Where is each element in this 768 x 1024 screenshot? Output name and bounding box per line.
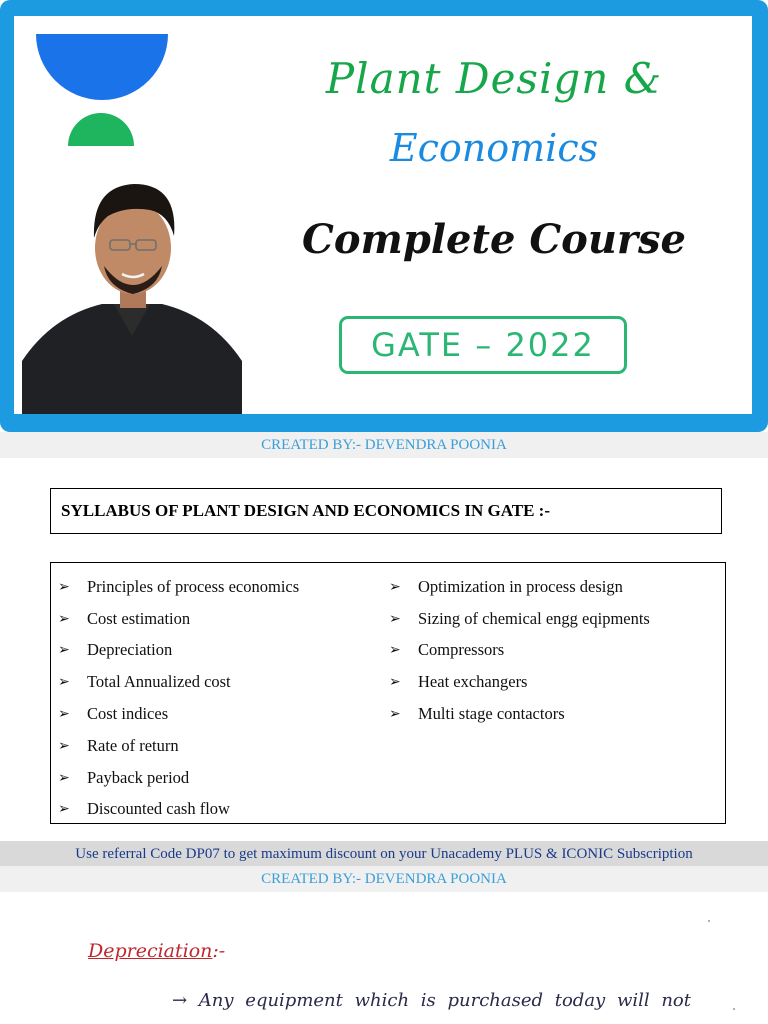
- arrow-bullet-icon: ➢: [389, 610, 401, 627]
- list-item: [58, 635, 299, 667]
- arrow-bullet-icon: ➢: [58, 674, 70, 691]
- list-item-label: Optimization in process design: [418, 576, 623, 596]
- course-title-line-1: Plant Design &: [325, 54, 663, 103]
- exam-badge: [339, 316, 627, 374]
- list-item-label: Principles of process economics: [87, 576, 300, 596]
- list-item: [389, 635, 650, 667]
- arrow-bullet-icon: ➢: [389, 674, 401, 691]
- notes-heading-text: Depreciation: [88, 940, 213, 962]
- arrow-bullet-icon: ➢: [58, 642, 70, 659]
- arrow-bullet-icon: ➢: [58, 610, 70, 627]
- arrow-bullet-icon: ➢: [389, 642, 401, 659]
- speck: [733, 1008, 735, 1010]
- list-item: [389, 698, 650, 730]
- list-item-label: Compressors: [418, 640, 505, 660]
- creator-strip: CREATED BY:- DEVENDRA POONIA: [0, 432, 768, 458]
- list-item-label: Payback period: [87, 767, 190, 787]
- arrow-bullet-icon: ➢: [58, 706, 70, 723]
- list-item-label: Cost indices: [87, 704, 169, 724]
- speck: [708, 920, 710, 922]
- list-item-label: Rate of return: [87, 735, 179, 755]
- notes-line: → Any equipment which is purchased today will not: [172, 990, 692, 1011]
- arrow-bullet-icon: ➢: [58, 769, 70, 786]
- list-item: [389, 666, 650, 698]
- list-item-label: Sizing of chemical engg eqipments: [418, 608, 650, 628]
- course-title-line-2: Economics: [389, 126, 599, 170]
- syllabus-heading: SYLLABUS OF PLANT DESIGN AND ECONOMICS IN GATE :-: [50, 488, 722, 534]
- list-item-label: Heat exchangers: [418, 672, 528, 692]
- syllabus-column-right: [389, 571, 650, 730]
- list-item-label: Total Annualized cost: [87, 672, 231, 692]
- unacademy-logo-bottom-icon: [68, 113, 134, 146]
- arrow-bullet-icon: ➢: [389, 706, 401, 723]
- list-item: [58, 730, 299, 762]
- list-item: [58, 603, 299, 635]
- list-item-label: Multi stage contactors: [418, 704, 565, 724]
- list-item-label: Discounted cash flow: [87, 799, 230, 819]
- list-item: [389, 571, 650, 603]
- presenter-photo: [22, 176, 242, 414]
- list-item: [58, 666, 299, 698]
- list-item-label: Depreciation: [87, 640, 173, 660]
- referral-strip: Use referral Code DP07 to get maximum discount on your Unacademy PLUS & ICONIC Subscription: [0, 841, 768, 867]
- creator-strip: CREATED BY:- DEVENDRA POONIA: [0, 866, 768, 892]
- course-subtitle: Complete Course: [302, 216, 686, 263]
- exam-badge-label: GATE – 2022: [371, 326, 595, 364]
- arrow-bullet-icon: ➢: [58, 578, 70, 595]
- list-item: [58, 571, 299, 603]
- banner-content: [14, 16, 752, 414]
- course-banner: [0, 0, 768, 432]
- notes-heading-suffix: :-: [212, 940, 226, 962]
- list-item: [58, 698, 299, 730]
- list-item: [389, 603, 650, 635]
- list-item: [58, 794, 299, 826]
- syllabus-column-left: [58, 571, 299, 825]
- arrow-bullet-icon: ➢: [58, 737, 70, 754]
- unacademy-logo-top-icon: [36, 34, 168, 100]
- arrow-bullet-icon: ➢: [58, 801, 70, 818]
- arrow-bullet-icon: ➢: [389, 578, 401, 595]
- list-item: [58, 762, 299, 794]
- list-item-label: Cost estimation: [87, 608, 191, 628]
- notes-heading: [88, 940, 225, 962]
- syllabus-list: [50, 562, 726, 824]
